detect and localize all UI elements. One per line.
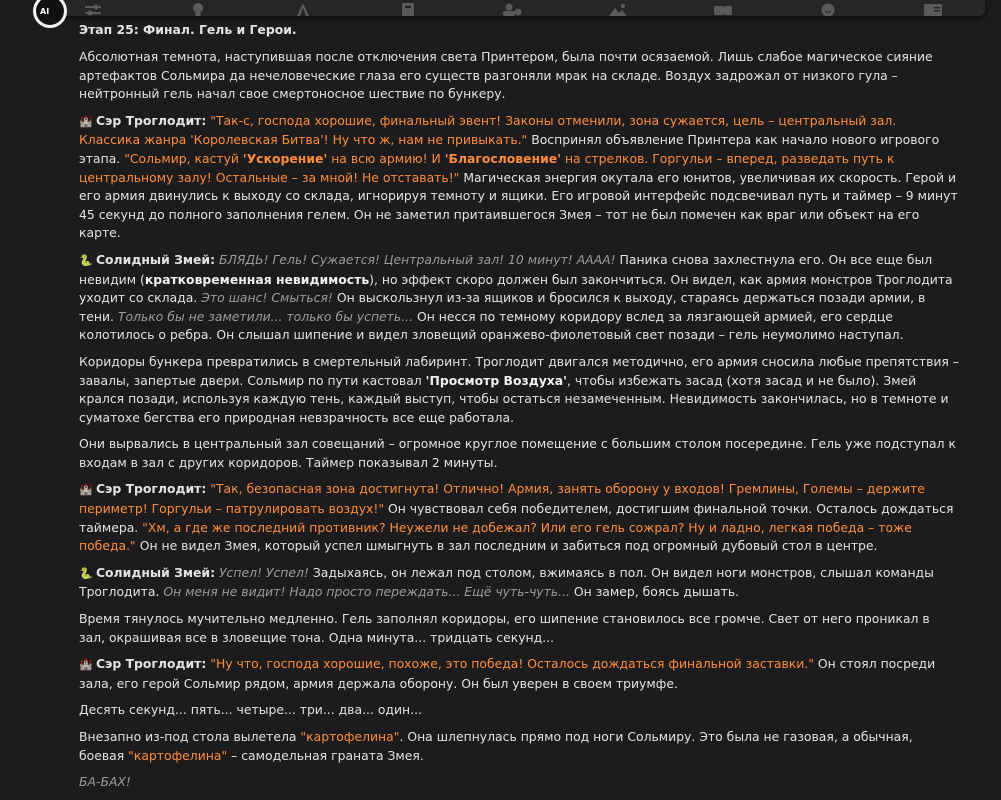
- narration: – самодельная граната Змея.: [227, 747, 424, 763]
- thought: Это шанс! Смыться!: [201, 290, 333, 306]
- spell-name: 'Благословение': [444, 150, 561, 166]
- avatar[interactable]: [33, 0, 67, 28]
- speaker-name: Сэр Троглодит:: [95, 481, 207, 497]
- paragraph-snake-1: [79, 251, 959, 345]
- narration: . Она шлепнулась прямо под ноги Сольмиру. Это была не газовая, а обычная, боевая: [79, 729, 913, 763]
- toolbar: [40, 0, 985, 16]
- narration: Коридоры бункера превратились в смертельный лабиринт. Троглодит двигался методично, его армия сносила любые препятствия – завалы, запертые двери. Сольмир по пути кастовал: [79, 353, 960, 388]
- lightbulb-icon[interactable]: [188, 2, 208, 16]
- narration: Он стоял посреди зала, его герой Сольмир рядом, армия держала оборону. Он был уверен в своем триумфе.: [79, 656, 936, 691]
- paragraph: Десять секунд... пять... четыре... три... два... один...: [79, 702, 422, 718]
- font-icon[interactable]: [293, 2, 313, 16]
- quote: "Ну что, господа хорошие, похоже, это победа! Осталось дождаться финальной заставки.": [210, 656, 814, 672]
- story-heading: Этап 25: Финал. Гель и Герои.: [79, 22, 297, 37]
- narration: Он чувствовал себя победителем, достигшим финальной точки. Осталось дождаться таймера.: [79, 501, 954, 535]
- narration: Паника снова захлестнула его. Он все еще был невидим (: [79, 251, 933, 287]
- paragraph-explosion: БА-БАХ!: [79, 774, 131, 790]
- narration: Он не видел Змея, который успел шмыгнуть в зал последним и забиться под огромный дубовый стол в центре.: [135, 538, 878, 554]
- paragraph-snake-2: [79, 564, 959, 602]
- image-icon[interactable]: [608, 2, 628, 16]
- narration: Он выскользнул из-за ящиков и бросился к выходу, стараясь держаться позади армии, в тени.: [79, 290, 926, 324]
- speaker-name: Солидный Змей:: [95, 251, 216, 267]
- narration: Магическая энергия окутала его юнитов, увеличивая их скорость. Герой и его армия двинулись к выходу со склада, игнорируя темноту и ящики. Его игровой интерфейс подсвечивал путь и таймер – 9 минут 45 секунд до полного заполнения гелем. Он не заметил притаившегося Змея – тот не был помечен как враг или объект на его карте.: [79, 169, 958, 241]
- quote: на всю армию! И: [327, 150, 445, 166]
- thought: БЛЯДЬ! Гель! Сужается! Центральный зал! 10 минут! АААА!: [215, 251, 616, 267]
- narration: Он несся по темному коридору вслед за лязгающей армией, его сердце колотилось о ребра. Он слышал шипение и видел зловещий оранжево-фиолетовый свет позади – гель неумолимо наступал.: [79, 308, 904, 343]
- thought: Только бы не заметили... только бы успеть...: [117, 308, 414, 324]
- narration: Задыхаясь, он лежал под столом, вжимаясь в пол. Он видел ноги монстров, слышал команды Троглодита.: [79, 564, 934, 600]
- smiley-icon[interactable]: [818, 2, 838, 16]
- narration: Воспринял объявление Принтера как начало нового игрового этапа.: [79, 132, 940, 166]
- thought: Он меня не видит! Надо просто переждать... Ещё чуть-чуть...: [163, 584, 570, 600]
- paragraph-troglodyte-1: [79, 112, 959, 243]
- spell-name: 'Просмотр Воздуха': [425, 372, 567, 388]
- story-content: [79, 20, 959, 800]
- narration: Внезапно из-под стола вылетела: [79, 729, 301, 744]
- users-gear-icon[interactable]: [503, 2, 523, 16]
- quote: "Хм, а где же последний противник? Неужели не добежал? Или его гель сожрал? Ну и ладно, легкая победа – тоже победа.": [79, 519, 912, 554]
- narration: , чтобы избежать засад (хотя засад и не было). Змей крался позади, используя каждую тень, каждый выступ, чтобы остаться незамеченным. Невидимость закончилась, но в темноте и суматохе бегства его природная невзрачность все еще работала.: [79, 372, 949, 425]
- paragraph: Абсолютная темнота, наступившая после отключения света Принтером, была почти осязаемой. Лишь слабое магическое сияние артефактов Сольмира да нечеловеческие глаза его существ разгоняли мрак на складе. Воздух задрожал от низкого гула – нейтронный гель начал свое смертоносное шествие по бункеру.: [79, 49, 933, 102]
- id-card-icon[interactable]: [923, 2, 943, 16]
- paragraph: Время тянулось мучительно медленно. Гель заполнял коридоры, его шипение становилось все громче. Свет от него проникал в зал, окрашивая все в зловещие тона. Одна минута... тридцать секунд...: [79, 611, 930, 645]
- narration: Он замер, боясь дышать.: [569, 584, 740, 600]
- avatar-label: AI: [40, 7, 50, 16]
- paragraph: [79, 353, 959, 427]
- speaker-name: Солидный Змей:: [95, 564, 216, 580]
- speaker-name: Сэр Троглодит:: [95, 656, 207, 672]
- castle-icon: 🏰: [79, 483, 93, 497]
- quote: "Так, безопасная зона достигнута! Отлично! Армия, занять оборону у входов! Гремлины, Големы – держите периметр! Горгульи – патрулировать воздух!": [79, 481, 925, 517]
- spell-name: 'Ускорение': [242, 150, 328, 166]
- thought: Успел! Успел!: [215, 564, 309, 580]
- narration: ), но эффект скоро должен был закончиться. Он видел, как армия монстров Троглодита уходит со склада.: [79, 271, 953, 306]
- quote: "Так-с, господа хорошие, финальный эвент! Законы отменили, зона сужается, цель – центральный зал. Классика жанра 'Королевская Битва'! Ну что ж, нам не привыкать.": [79, 112, 897, 148]
- castle-icon: 🏰: [79, 114, 93, 128]
- paragraph-troglodyte-3: [79, 655, 959, 693]
- quote: "картофелина": [128, 747, 228, 763]
- speaker-name: Сэр Троглодит:: [95, 112, 207, 128]
- paragraph: [79, 728, 959, 765]
- castle-icon: 🏰: [79, 658, 93, 672]
- ability-name: кратковременная невидимость: [144, 271, 370, 287]
- dice-icon[interactable]: [713, 2, 733, 16]
- sliders-icon[interactable]: [83, 2, 103, 16]
- quote: "картофелина": [300, 729, 400, 744]
- snake-icon: 🐍: [79, 566, 93, 580]
- paragraph: Они вырвались в центральный зал совещаний – огромное круглое помещение с большим столом посередине. Гель уже подступал к входам в зал с других коридоров. Таймер показывал 2 минуты.: [79, 436, 956, 470]
- quote: "Сольмир, кастуй: [124, 150, 243, 166]
- quote: на стрелков. Горгульи – вперед, разведать путь к центральному залу! Остальные – за мной! Не отставать!": [79, 150, 895, 185]
- book-icon[interactable]: [398, 2, 418, 16]
- paragraph-troglodyte-2: [79, 480, 959, 555]
- snake-icon: 🐍: [79, 253, 93, 267]
